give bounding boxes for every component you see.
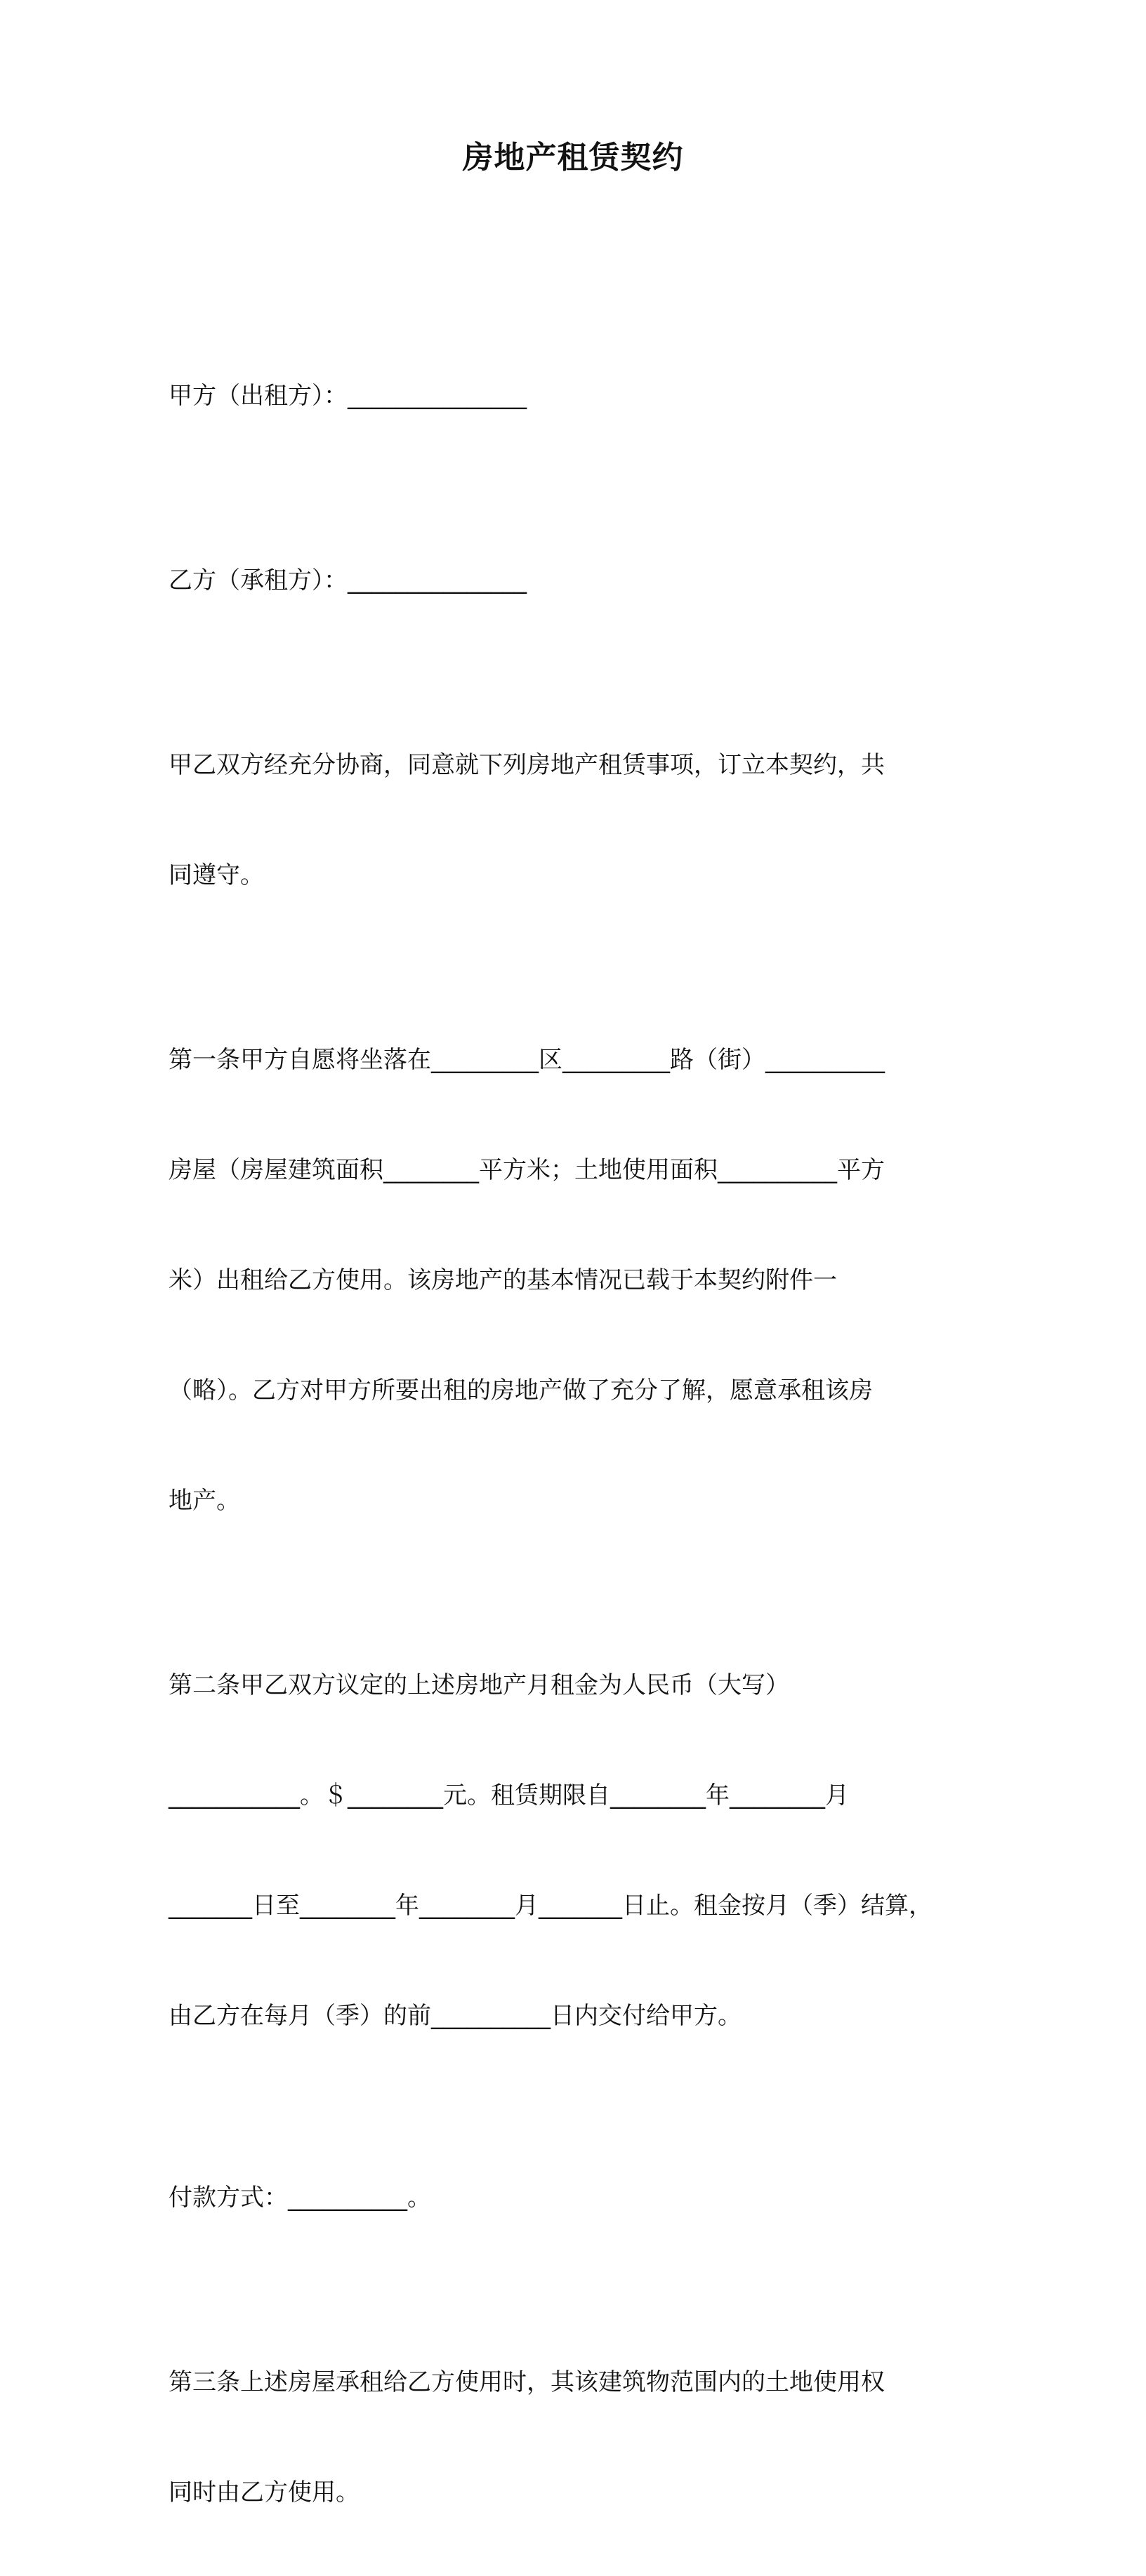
intro-line: 甲乙双方经充分协商，同意就下列房地产租赁事项，订立本契约，共 (169, 751, 885, 779)
article-2-line: 第二条甲乙双方议定的上述房地产月租金为人民币（大写） (169, 1671, 789, 1699)
party-a-line (169, 313, 990, 479)
document-body (169, 313, 990, 2576)
article-2-line: _______日至________年________月_______日止。租金按月（季）结算， (169, 1892, 933, 1920)
article-1-line: 地产。 (169, 1487, 240, 1515)
article-2-line: ___________。＄________元。租赁期限自________年________月 (169, 1781, 849, 1810)
article-2-paragraph (169, 1602, 990, 2099)
document-title: 房地产租赁契约 (462, 140, 684, 175)
intro-paragraph (169, 682, 990, 959)
article-1-line: 房屋（房屋建筑面积________平方米；土地使用面积__________平方 (169, 1156, 885, 1184)
article-1-line: 第一条甲方自愿将坐落在_________区_________路（街）__________ (169, 1046, 885, 1074)
article-3-line: 同时由乙方使用。 (169, 2478, 360, 2507)
article-1-line: （略）。乙方对甲方所要出租的房地产做了充分了解，愿意承租该房 (169, 1376, 873, 1405)
payment-text: 付款方式：__________。 (169, 2184, 431, 2212)
intro-line: 同遵守。 (169, 861, 264, 889)
article-1-line: 米）出租给乙方使用。该房地产的基本情况已载于本契约附件一 (169, 1266, 837, 1294)
article-2-line: 由乙方在每月（季）的前__________日内交付给甲方。 (169, 2002, 742, 2030)
article-3-paragraph (169, 2299, 990, 2576)
payment-line (169, 2115, 990, 2281)
article-3-line: 第三条上述房屋承租给乙方使用时，其该建筑物范围内的土地使用权 (169, 2368, 885, 2396)
article-1-paragraph (169, 977, 990, 1584)
party-b-text: 乙方（承租方）：_______________ (169, 566, 527, 595)
party-b-line (169, 498, 990, 664)
party-a-text: 甲方（出租方）：_______________ (169, 382, 527, 410)
